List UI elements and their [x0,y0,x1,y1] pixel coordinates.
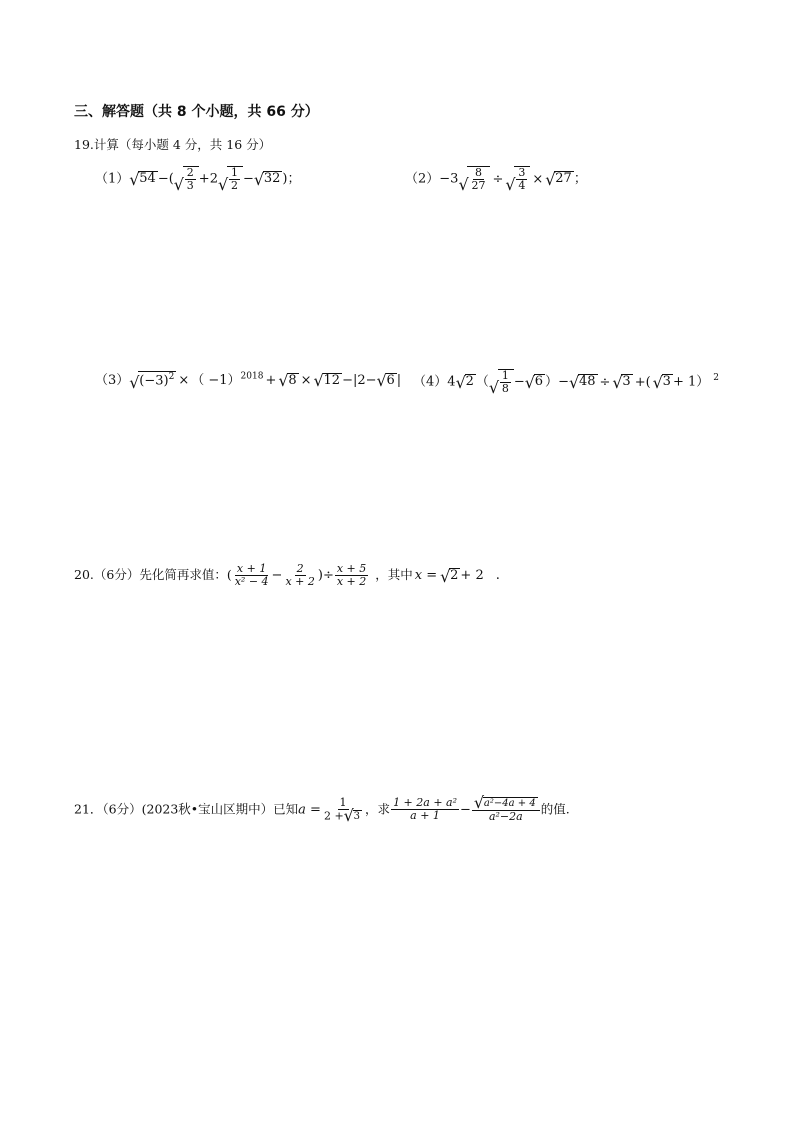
operator: + 2 [460,568,484,584]
fraction-x5-over-x2 [335,563,368,588]
sqrt-2 [456,374,476,390]
denominator: 4 [518,179,526,193]
numerator: √ 1 [501,369,509,382]
problem-19-2 [405,166,587,192]
operator: + [265,373,277,388]
numerator: √ 2 [186,166,194,179]
denominator: x + 2 [336,575,367,589]
numerator: x + 5 [336,562,367,575]
problem-label: （1） [95,171,130,187]
operator: +2 [198,171,218,187]
operator: × [178,373,190,388]
period: . [495,568,500,584]
sqrt-3 [653,374,673,390]
question-21 [74,797,570,823]
radicand: 6 [534,374,544,390]
radicand: 32 [263,171,281,187]
operator: − [513,374,525,390]
x-equals: x = [414,568,438,584]
denominator: x² − 4 [234,575,269,589]
operator: )； [282,171,301,187]
operator: ） [545,374,559,390]
radicand: 12 [323,372,341,388]
question-20-stem: 20.（6分）先化简再求值：( [74,567,232,583]
sqrt-frac-1-8 [489,369,514,395]
sqrt-12 [314,373,343,389]
radicand: 6 [386,372,395,388]
numerator: 1 + 2a + a² [393,796,458,810]
denominator: x + 2 [285,575,315,589]
radicand: 3 [622,374,631,390]
radicand: 54 [139,171,156,187]
sqrt-27 [545,171,574,187]
sqrt-2 [440,568,460,584]
problem-19-1 [95,166,301,192]
sqrt-48 [569,374,598,390]
operator: + 1） [672,374,710,390]
denominator: 2 [230,179,238,193]
problem-label: （3） [95,373,130,388]
radicand: 48 [578,374,596,390]
radicand: (−3) [139,373,169,389]
operator: − [558,374,569,390]
problem-19-3 [95,369,401,390]
tail-text: 的值. [540,801,570,817]
exponent: 2 [713,373,719,384]
operator: )÷ [317,568,334,584]
operator: − [460,802,471,818]
section-title: 三、解答题（共 8 个小题，共 66 分） [74,104,319,120]
problem-label: （4） [413,374,448,390]
exponent: 2018 [240,371,264,382]
operator: × [532,171,544,187]
numerator: x + 1 [236,562,267,575]
operator: −3 [439,171,459,187]
operator: − [271,568,283,584]
operator: （ −1） [191,373,241,388]
operator: ； [573,171,587,187]
coefficient: 4 [447,374,456,390]
problem-19-4 [413,369,719,395]
sqrt-3 [344,810,362,823]
fraction-1p2aa2-over-a1 [391,797,459,822]
operator: −|2− [342,373,377,388]
fraction-1-over-2plussqrt3 [322,797,364,823]
sqrt-6 [525,374,545,390]
question-21-stem: 21．（6分）(2023秋•宝山区期中）已知 [74,801,299,817]
question-19-stem: 19.计算（每小题 4 分，共 16 分） [74,137,272,152]
sqrt-32 [254,171,283,187]
radicand: 8 [288,372,297,388]
radicand: 3 [353,811,361,823]
where-text: ，其中 [375,567,413,583]
problem-label: （2） [405,171,440,187]
numerator: 2 [296,562,304,575]
operator: −( [157,171,174,187]
sqrt-8 [278,373,298,389]
fraction-x1-over-x2m4 [233,563,271,588]
radicand: 2 [465,374,474,390]
operator: ÷ [599,374,611,390]
denominator-part: 2 + [323,809,344,823]
radicand: 27 [555,171,572,187]
denominator: 8 [501,382,509,396]
sqrt-54 [129,171,158,187]
a-equals: a = [298,802,321,818]
operator: （ [475,374,489,390]
exponent: 2 [168,372,175,383]
sqrt-frac-8-27 [458,166,490,192]
operator: − [242,171,254,187]
denominator: 3 [186,179,194,193]
numerator: √ 8 [474,166,482,179]
denominator: 27 [471,179,486,193]
sqrt-neg3-squared [129,371,176,389]
denominator: a²−2a [488,809,523,823]
sqrt-a2m4a4 [474,797,538,810]
denominator: a + 1 [410,809,440,823]
operator: +( [634,374,651,390]
numerator [472,797,540,811]
numerator: √ 3 [518,166,526,179]
radicand: a²−4a + 4 [483,798,536,809]
qiu-text: ，求 [365,801,391,817]
sqrt-frac-2-3 [174,166,199,192]
fraction-sqrt-over-a2m2a [472,797,540,823]
fraction-2-over-x2 [283,563,316,588]
sqrt-6 [377,373,397,389]
sqrt-3 [612,374,632,390]
sqrt-frac-3-4 [505,166,530,192]
operator: | [396,373,402,388]
radicand: 3 [662,374,671,390]
radicand: 2 [450,567,459,583]
numerator: √ 1 [230,166,238,179]
numerator: 1 [339,796,347,809]
operator: ÷ [492,171,504,187]
denominator [322,810,364,823]
operator: × [300,373,312,388]
question-20 [74,563,500,588]
sqrt-frac-1-2 [218,166,243,192]
